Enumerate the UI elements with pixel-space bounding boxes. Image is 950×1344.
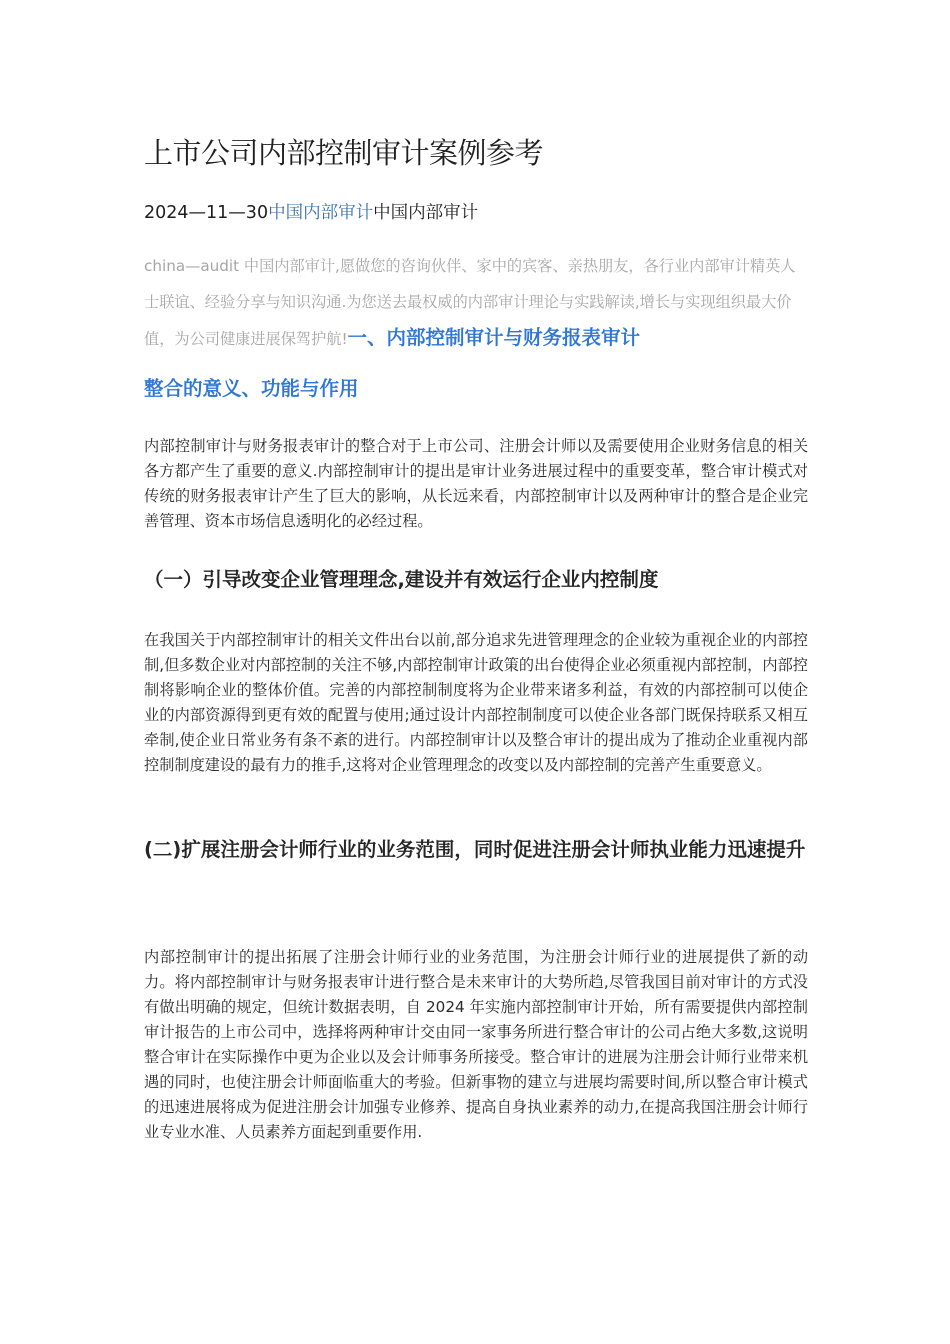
source-link[interactable]: 中国内部审计 xyxy=(268,203,374,223)
subsection2-paragraph: 内部控制审计的提出拓展了注册会计师行业的业务范围，为注册会计师行业的进展提供了新的动力。将内部控制审计与财务报表审计进行整合是未来审计的大势所趋,尽管我国目前对审计的方式没有做出明确的规定，但统计数据表明，自 2024 年实施内部控制审计开始，所有需要提供内部控制审计报告的上市公司中，选择将两种审计交由同一家事务所进行整合审计的公司占绝大多数,这说明整合审计在实际操作中更为企业以及会计师事务所接受。整合审计的进展为注册会计师行业带来机遇的同时，也使注册会计师面临重大的考验。但新事物的建立与进展均需要时间,所以整合审计模式的迅速进展将成为促进注册会计加强专业修养、提高自身执业素养的动力,在提高我国注册会计师行业专业水准、人员素养方面起到重要作用. xyxy=(144,948,808,1141)
intro-block xyxy=(144,248,808,403)
subsection1-paragraph: 在我国关于内部控制审计的相关文件出台以前,部分追求先进管理理念的企业较为重视企业的内部控制,但多数企业对内部控制的关注不够,内部控制审计政策的出台使得企业必须重视内部控制，内部控制将影响企业的整体价值。完善的内部控制制度将为企业带来诸多利益，有效的内部控制可以使企业的内部资源得到更有效的配置与使用;通过设计内部控制制度可以使企业各部门既保持联系又相互牵制,使企业日常业务有条不紊的进行。内部控制审计以及整合审计的提出成为了推动企业重视内部控制制度建设的最有力的推手,这将对企业管理理念的改变以及内部控制的完善产生重要意义。 xyxy=(144,631,808,774)
subsection2-heading: (二)扩展注册会计师行业的业务范围，同时促进注册会计师执业能力迅速提升 xyxy=(144,838,806,861)
subsection1-heading: （一）引导改变企业管理理念,建设并有效运行企业内控制度 xyxy=(144,568,659,591)
article-meta xyxy=(144,200,808,226)
section1-paragraph: 内部控制审计与财务报表审计的整合对于上市公司、注册会计师以及需要使用企业财务信息的相关各方都产生了重要的意义.内部控制审计的提出是审计业务进展过程中的重要变革，整合审计模式对传统的财务报表审计产生了巨大的影响，从长远来看，内部控制审计以及两种审计的整合是企业完善管理、资本市场信息透明化的必经过程。 xyxy=(144,437,808,530)
publish-date: 2024—11—30 xyxy=(144,203,269,223)
author-name: 中国内部审计 xyxy=(373,203,479,223)
section1-heading: 一、内部控制审计与财务报表审计 xyxy=(347,326,641,349)
section1-heading-cont: 整合的意义、功能与作用 xyxy=(144,377,359,400)
intro-text: china—audit 中国内部审计,愿做您的咨询伙伴、家中的宾客、亲热朋友，各行业内部审计精英人士联谊、经验分享与知识沟通.为您送去最权威的内部审计理论与实践解读,增长与实现组织最大价值，为公司健康进展保驾护航! xyxy=(144,257,796,348)
page-title: 上市公司内部控制审计案例参考 xyxy=(144,136,544,170)
